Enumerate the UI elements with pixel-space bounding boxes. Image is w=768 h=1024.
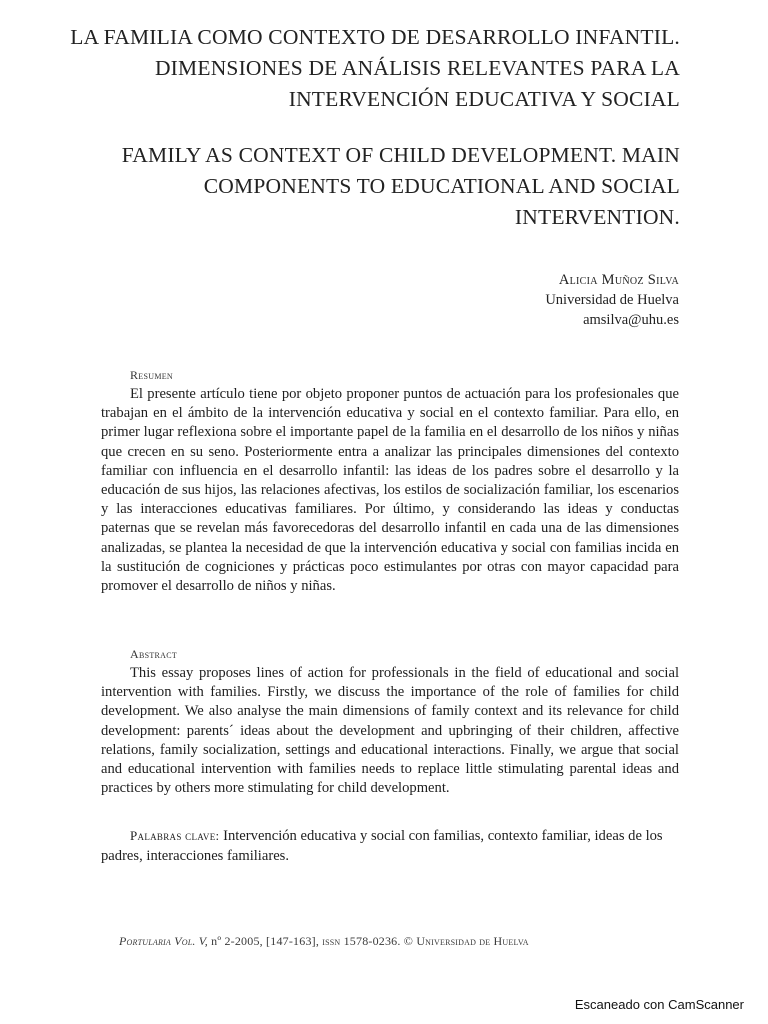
- abstract-text: This essay proposes lines of action for professionals in the field of educational and social intervention with families. Firstly, we discuss the importance of the role of families for child development. We also analyse the main dimensions of family context and its relevance for child development: parents´ ideas about the development and upbringing of their children, affective relations, family socialization, settings and educational interactions. Finally, we argue that social and educational intervention with families needs to replace little stimulating parental ideas and practices by others more stimulating for child development.: [101, 665, 679, 797]
- keywords-paragraph: [101, 826, 679, 866]
- footer-copyright: © Universidad de Huelva: [403, 934, 529, 948]
- scanner-watermark: Escaneado con CamScanner: [574, 997, 744, 1012]
- resumen-text: El presente artículo tiene por objeto proponer puntos de actuación para los profesionales que trabajan en el ámbito de la intervención educativa y social en el contexto familiar. Para ello, en primer lugar reflexiona sobre el importante papel de la familia en el desarrollo de los niños y niñas que crecen en su seno. Posteriormente entra a analizar las principales dimensiones del contexto familiar con influencia en el desarrollo infantil: las ideas de los padres sobre el desarrollo y la educación de sus hijos, las relaciones afectivas, los estilos de socialización familiar, los escenarios y las interacciones educativas familiares. Por último, y considerando las ideas y conductas paternas que se revelan más favorecedoras del desarrollo infantil en cada una de las dimensiones analizadas, se plantea la necesidad de que la intervención educativa y social con familias incida en la sustitución de cogniciones y prácticas poco estimulantes por otras con mayor capacidad para promover el desarrollo de niños y niñas.: [101, 386, 679, 595]
- footer-issn: issn 1578-0236.: [322, 934, 401, 948]
- author-block: [545, 270, 679, 330]
- keywords-text: Intervención educativa y social con familias, contexto familiar, ideas de los padres, interacciones familiares.: [101, 828, 663, 864]
- title-spanish: LA FAMILIA COMO CONTEXTO DE DESARROLLO INFANTIL. DIMENSIONES DE ANÁLISIS RELEVANTES PARA LA INTERVENCIÓN EDUCATIVA Y SOCIAL: [70, 25, 680, 111]
- page-footer: [119, 934, 679, 949]
- footer-issue: nº 2-2005, [147-163],: [211, 934, 320, 948]
- author-name: Alicia Muñoz Silva: [558, 272, 679, 288]
- author-affiliation: Universidad de Huelva: [545, 292, 679, 308]
- author-email: amsilva@uhu.es: [583, 312, 679, 328]
- abstract-heading: Abstract: [130, 647, 178, 661]
- title-english: FAMILY AS CONTEXT OF CHILD DEVELOPMENT. MAIN COMPONENTS TO EDUCATIONAL AND SOCIAL INTERVENTION.: [121, 143, 680, 229]
- resumen-section: [101, 367, 679, 596]
- footer-journal: Portularia Vol. V,: [119, 934, 208, 948]
- resumen-heading: Resumen: [130, 368, 173, 382]
- keywords-label: Palabras clave:: [130, 828, 220, 843]
- abstract-section: [101, 646, 679, 798]
